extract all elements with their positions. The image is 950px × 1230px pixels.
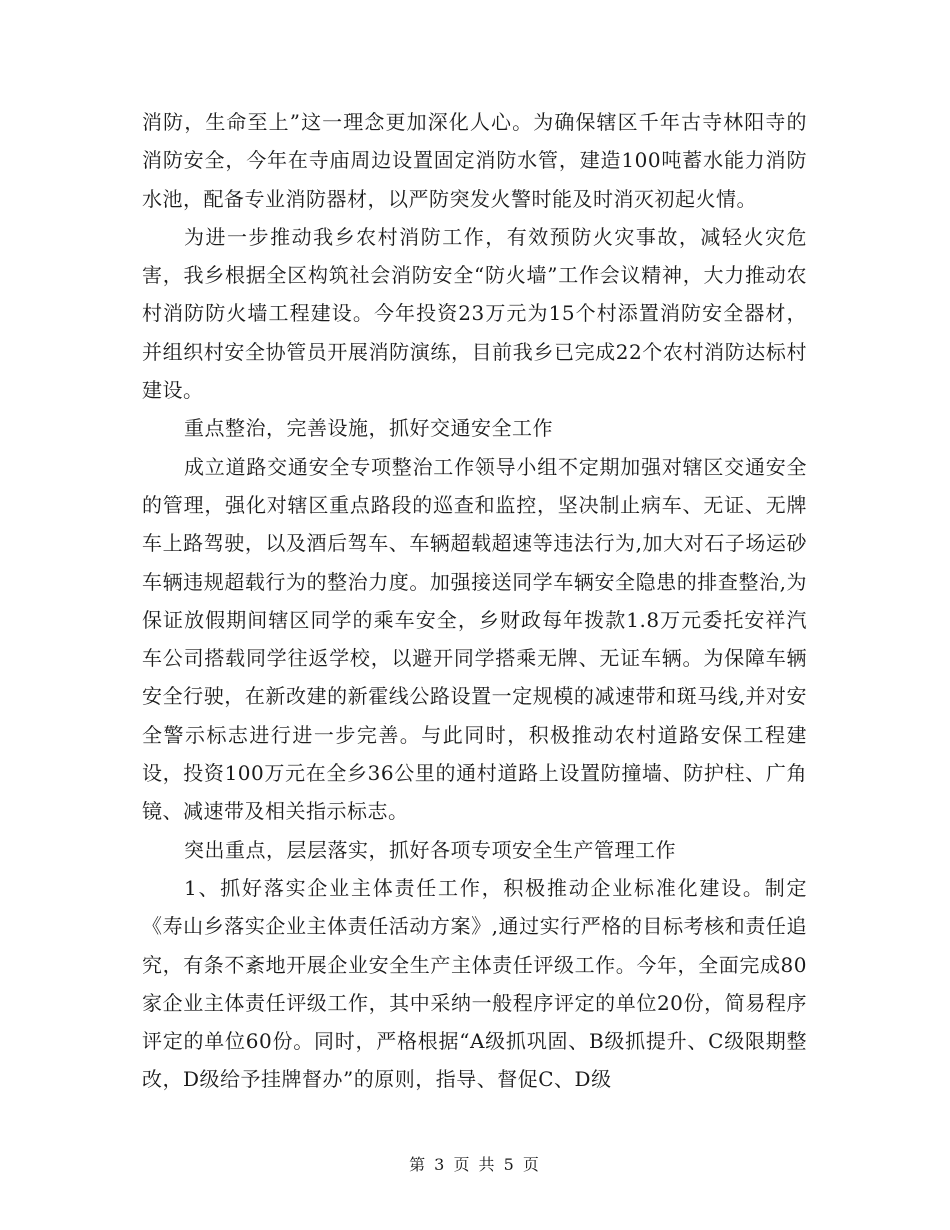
- section-heading-special-safety: 突出重点，层层落实，抓好各项专项安全生产管理工作: [184, 837, 676, 862]
- document-body: [142, 103, 807, 1099]
- page-number-label: 第 3 页 共 5 页: [409, 1155, 541, 1174]
- paragraph-3: 成立道路交通安全专项整治工作领导小组不定期加强对辖区交通安全的管理，强化对辖区重点路段的巡查和监控，坚决制止病车、无证、无牌车上路驾驶，以及酒后驾车、车辆超载超速等违法行为,加大对石子场运砂车辆违规超载行为的整治力度。加强接送同学车辆安全隐患的排查整治,为保证放假期间辖区同学的乘车安全，乡财政每年拨款1.8万元委托安祥汽车公司搭载同学往返学校，以避开同学搭乘无牌、无证车辆。为保障车辆安全行驶，在新改建的新霍线公路设置一定规模的减速带和斑马线,并对安全警示标志进行进一步完善。与此同时，积极推动农村道路安保工程建设，投资100万元在全乡36公里的通村道路上设置防撞墙、防护柱、广角镜、减速带及相关指示标志。: [142, 454, 807, 824]
- section-heading-traffic: 重点整治，完善设施，抓好交通安全工作: [184, 416, 553, 441]
- paragraph-4: 1、抓好落实企业主体责任工作，积极推动企业标准化建设。制定《寿山乡落实企业主体责任活动方案》,通过实行严格的目标考核和责任追究，有条不紊地开展企业安全生产主体责任评级工作。今年，全面完成80家企业主体责任评级工作，其中采纳一般程序评定的单位20份，简易程序评定的单位60份。同时，严格根据“A级抓巩固、B级抓提升、C级限期整改，D级给予挂牌督办”的原则，指导、督促C、D级: [142, 875, 807, 1092]
- page-footer: [0, 1154, 950, 1176]
- paragraph-2: 为进一步推动我乡农村消防工作，有效预防火灾事故，减轻火灾危害，我乡根据全区构筑社会消防安全“防火墙”工作会议精神，大力推动农村消防防火墙工程建设。今年投资23万元为15个村添置消防安全器材，并组织村安全协管员开展消防演练，目前我乡已完成22个农村消防达标村建设。: [142, 224, 807, 403]
- paragraph-1: 消防，生命至上”这一理念更加深化人心。为确保辖区千年古寺林阳寺的消防安全，今年在寺庙周边设置固定消防水管，建造100吨蓄水能力消防水池，配备专业消防器材，以严防突发火警时能及时消灭初起火情。: [142, 110, 807, 211]
